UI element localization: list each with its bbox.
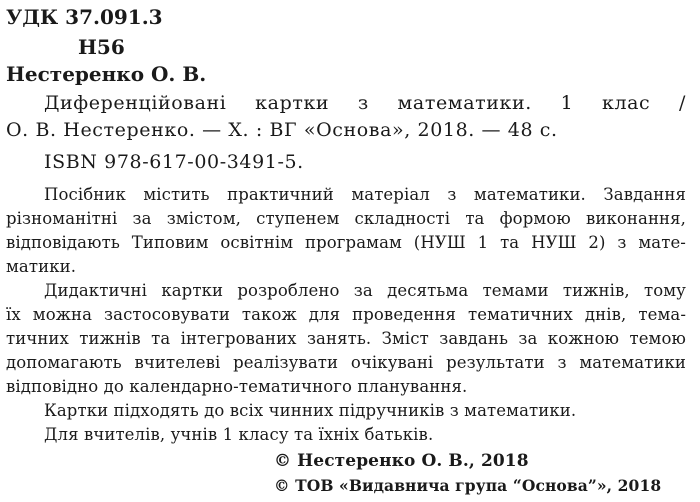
annotation-p1-line-3: відповідають Типовим освітнім програмам (НУШ 1 та НУШ 2) з мате- <box>6 233 686 252</box>
annotation-p2-line-5: відповідно до календарно-тематичного планування. <box>6 377 468 396</box>
annotation-p2-line-4: допомагають вчителеві реалізувати очікувані результати з математики <box>6 353 686 372</box>
author-heading: Нестеренко О. В. <box>6 62 207 86</box>
isbn: ISBN 978-617-00-3491-5. <box>44 151 304 173</box>
annotation-p1-line-2: різноманітні за змістом, ступенем складності та формою виконання, <box>6 209 686 228</box>
bibliographic-line-1: Диференційовані картки з математики. 1 клас / <box>44 92 686 114</box>
annotation-p3: Картки підходять до всіх чинних підручників з математики. <box>44 401 577 420</box>
bibliographic-line-2: О. В. Нестеренко. — Х. : ВГ «Основа», 2018. — 48 с. <box>6 119 558 141</box>
copyright-author: © Нестеренко О. В., 2018 <box>274 451 529 471</box>
annotation-p2-line-3: тичних тижнів та інтегрованих занять. Зміст завдань за кожною темою <box>6 329 686 348</box>
copyright-publisher: © ТОВ «Видавнича група “Основа”», 2018 <box>274 476 662 495</box>
annotation-p2-line-2: їх можна застосовувати також для проведення тематичних днів, темa- <box>6 305 686 324</box>
annotation-p1-line-1: Посібник містить практичний матеріал з математики. Завдання <box>44 185 686 204</box>
author-sign: Н56 <box>78 35 125 59</box>
annotation-p2-line-1: Дидактичні картки розроблено за десятьма темами тижнів, тому <box>44 281 686 300</box>
annotation-p1-line-4: матики. <box>6 257 77 276</box>
annotation-p4: Для вчителів, учнів 1 класу та їхніх батьків. <box>44 425 434 444</box>
udc-code: УДК 37.091.3 <box>6 5 163 29</box>
